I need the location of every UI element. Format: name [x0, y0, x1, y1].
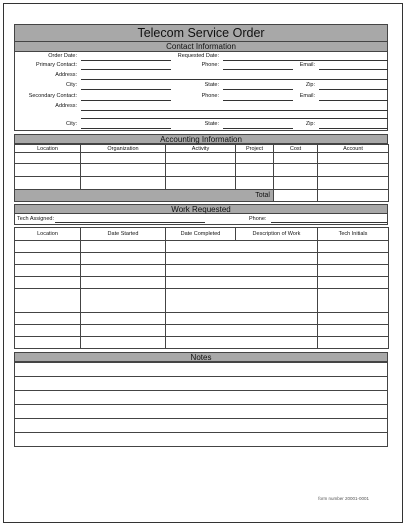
table-cell[interactable]	[318, 253, 389, 265]
notes-heading: Notes	[14, 352, 388, 362]
table-cell[interactable]	[166, 177, 236, 190]
total-account-cell[interactable]	[318, 190, 389, 202]
table-cell[interactable]	[81, 153, 166, 164]
table-row	[15, 289, 389, 313]
table-cell[interactable]	[15, 325, 81, 337]
primary-state-field[interactable]	[223, 89, 293, 90]
service-order-form	[14, 24, 388, 447]
table-cell[interactable]	[318, 164, 389, 177]
secondary-city-label: City:	[66, 121, 77, 127]
table-cell[interactable]	[166, 253, 318, 265]
requested-date-field[interactable]	[223, 60, 388, 61]
secondary-email-label: Email:	[299, 93, 315, 99]
table-row	[15, 391, 388, 405]
primary-contact-field[interactable]	[81, 69, 171, 70]
table-cell[interactable]	[166, 313, 318, 325]
table-cell[interactable]	[274, 177, 318, 190]
table-cell[interactable]	[15, 337, 81, 349]
work-heading: Work Requested	[14, 204, 388, 214]
primary-zip-label: Zip:	[305, 82, 315, 88]
contact-heading: Contact Information	[14, 42, 388, 52]
table-cell[interactable]	[15, 241, 81, 253]
primary-state-label: State:	[204, 82, 219, 88]
table-row	[15, 325, 389, 337]
notes-line[interactable]	[15, 391, 388, 405]
work-col-description: Description of Work	[236, 228, 318, 241]
table-cell[interactable]	[81, 265, 166, 277]
table-cell[interactable]	[166, 164, 236, 177]
table-cell[interactable]	[15, 164, 81, 177]
acct-col-project: Project	[236, 145, 274, 153]
tech-phone-label: Phone:	[249, 216, 267, 222]
work-col-location: Location	[15, 228, 81, 241]
table-cell[interactable]	[318, 153, 389, 164]
table-row	[15, 253, 389, 265]
work-col-date-started: Date Started	[81, 228, 166, 241]
table-row	[15, 241, 389, 253]
table-cell[interactable]	[166, 277, 318, 289]
table-cell[interactable]	[318, 313, 389, 325]
table-cell[interactable]	[81, 289, 166, 313]
notes-line[interactable]	[15, 433, 388, 447]
table-cell[interactable]	[15, 313, 81, 325]
table-row	[15, 405, 388, 419]
requested-date-label: Requested Date:	[177, 53, 219, 59]
table-cell[interactable]	[236, 177, 274, 190]
primary-email-label: Email:	[299, 62, 315, 68]
table-cell[interactable]	[81, 337, 166, 349]
secondary-zip-label: Zip:	[305, 121, 315, 127]
acct-col-account: Account	[318, 145, 389, 153]
secondary-state-field[interactable]	[223, 128, 293, 129]
table-row	[15, 164, 389, 177]
secondary-address-field-line2[interactable]	[81, 118, 388, 119]
notes-table	[14, 362, 388, 447]
form-title: Telecom Service Order	[14, 24, 388, 42]
table-row	[15, 419, 388, 433]
primary-contact-label: Primary Contact:	[36, 62, 77, 68]
secondary-contact-label: Secondary Contact:	[28, 93, 77, 99]
table-cell[interactable]	[15, 277, 81, 289]
acct-col-activity: Activity	[166, 145, 236, 153]
table-cell[interactable]	[318, 337, 389, 349]
total-label: Total	[15, 190, 274, 202]
table-row	[15, 153, 389, 164]
table-row	[15, 377, 388, 391]
table-cell[interactable]	[318, 277, 389, 289]
form-number: form number 20001-0001	[318, 496, 369, 501]
notes-line[interactable]	[15, 419, 388, 433]
table-cell[interactable]	[15, 153, 81, 164]
secondary-phone-field[interactable]	[223, 100, 293, 101]
table-cell[interactable]	[81, 164, 166, 177]
primary-phone-label: Phone:	[201, 62, 219, 68]
work-col-tech-initials: Tech Initials	[318, 228, 389, 241]
work-col-date-completed: Date Completed	[166, 228, 236, 241]
work-header-row	[15, 228, 389, 241]
primary-zip-field[interactable]	[319, 89, 388, 90]
acct-col-location: Location	[15, 145, 81, 153]
secondary-zip-field[interactable]	[319, 128, 388, 129]
table-cell[interactable]	[166, 325, 318, 337]
table-cell[interactable]	[81, 253, 166, 265]
accounting-header-row	[15, 145, 389, 153]
table-row	[15, 337, 389, 349]
order-date-field[interactable]	[81, 60, 171, 61]
accounting-heading: Accounting Information	[14, 134, 388, 144]
notes-line[interactable]	[15, 405, 388, 419]
secondary-address-field[interactable]	[81, 110, 388, 111]
table-cell[interactable]	[318, 265, 389, 277]
secondary-address-label: Address:	[55, 103, 77, 109]
secondary-contact-field[interactable]	[81, 100, 171, 101]
table-row	[15, 433, 388, 447]
table-row	[15, 177, 389, 190]
secondary-email-field[interactable]	[319, 100, 388, 101]
table-cell[interactable]	[15, 177, 81, 190]
acct-col-cost: Cost	[274, 145, 318, 153]
secondary-city-field[interactable]	[81, 128, 171, 129]
table-row	[15, 277, 389, 289]
table-cell[interactable]	[166, 153, 236, 164]
primary-address-field[interactable]	[81, 79, 388, 80]
table-cell[interactable]	[318, 241, 389, 253]
table-cell[interactable]	[274, 164, 318, 177]
primary-city-field[interactable]	[81, 89, 171, 90]
table-cell[interactable]	[166, 337, 318, 349]
table-cell[interactable]	[166, 265, 318, 277]
table-cell[interactable]	[15, 253, 81, 265]
contact-section	[14, 52, 388, 131]
table-cell[interactable]	[81, 313, 166, 325]
order-date-label: Order Date:	[48, 53, 77, 59]
table-cell[interactable]	[318, 289, 389, 313]
table-cell[interactable]	[318, 177, 389, 190]
tech-assigned-label: Tech Assigned:	[17, 216, 54, 222]
secondary-phone-label: Phone:	[201, 93, 219, 99]
table-cell[interactable]	[81, 277, 166, 289]
total-row	[15, 190, 389, 202]
primary-email-field[interactable]	[319, 69, 388, 70]
accounting-table	[14, 144, 389, 202]
total-cost-cell[interactable]	[274, 190, 318, 202]
table-cell[interactable]	[15, 265, 81, 277]
table-cell[interactable]	[318, 325, 389, 337]
table-cell[interactable]	[166, 289, 318, 313]
table-cell[interactable]	[15, 289, 81, 313]
table-cell[interactable]	[81, 177, 166, 190]
tech-phone-field[interactable]	[271, 222, 387, 223]
table-cell[interactable]	[81, 241, 166, 253]
primary-city-label: City:	[66, 82, 77, 88]
table-row	[15, 265, 389, 277]
primary-phone-field[interactable]	[223, 69, 293, 70]
tech-assigned-row	[14, 214, 388, 225]
notes-line[interactable]	[15, 363, 388, 377]
notes-line[interactable]	[15, 377, 388, 391]
table-cell[interactable]	[166, 241, 318, 253]
primary-address-label: Address:	[55, 72, 77, 78]
table-cell[interactable]	[81, 325, 166, 337]
table-row	[15, 313, 389, 325]
work-table	[14, 227, 389, 349]
table-cell[interactable]	[274, 153, 318, 164]
table-cell[interactable]	[236, 153, 274, 164]
table-cell[interactable]	[236, 164, 274, 177]
table-row	[15, 363, 388, 377]
acct-col-organization: Organization	[81, 145, 166, 153]
secondary-state-label: State:	[204, 121, 219, 127]
tech-assigned-field[interactable]	[55, 222, 205, 223]
